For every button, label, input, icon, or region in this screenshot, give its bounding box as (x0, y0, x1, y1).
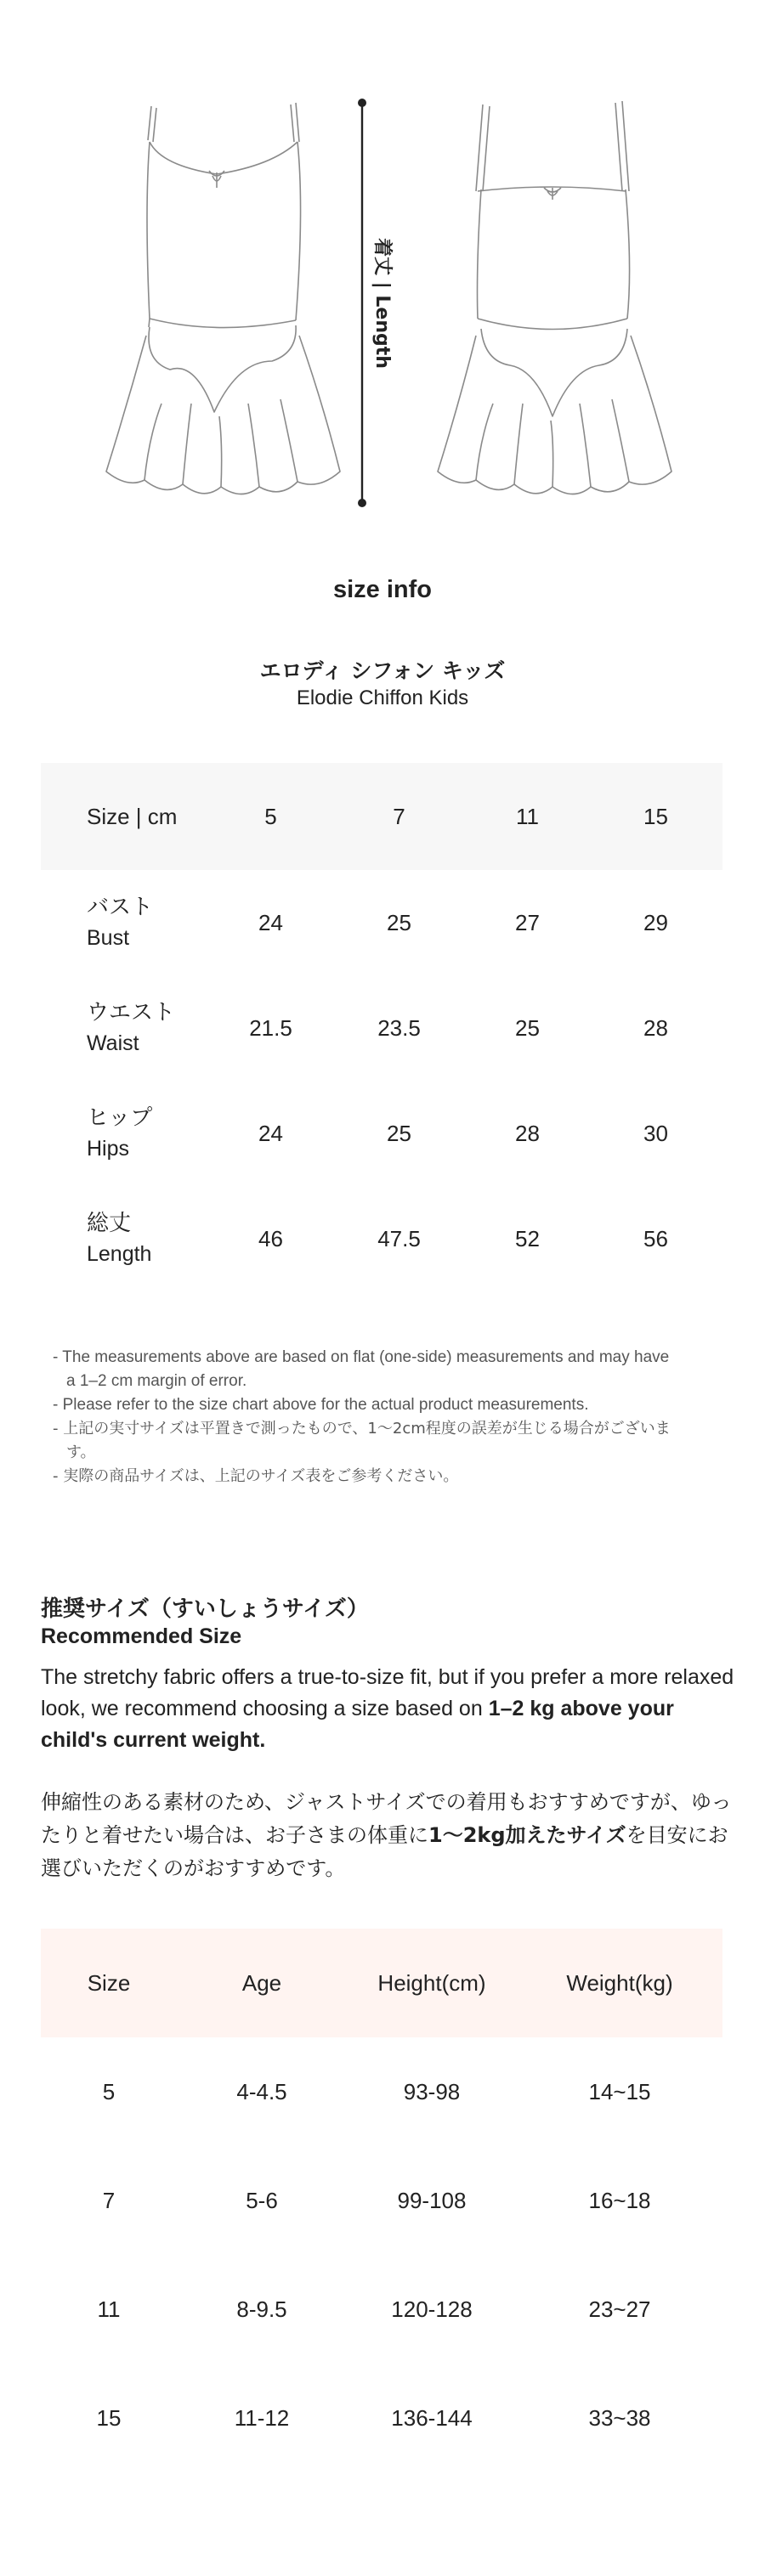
row-label-ja: ヒップ (87, 1105, 153, 1131)
recommended-body-ja (41, 1786, 738, 1885)
table-cell: 33~38 (588, 2404, 651, 2431)
recommended-body-en (41, 1662, 738, 1756)
table-cell: 14~15 (588, 2078, 651, 2104)
table-cell: 27 (515, 909, 540, 935)
table-cell: 24 (258, 1120, 283, 1146)
age-header-cell: Height(cm) (377, 1969, 486, 1996)
row-label-en: Waist (87, 1031, 139, 1055)
recommended-body-en-emphasis: 1–2 kg above your child's current weight. (41, 1697, 674, 1752)
table-cell: 23~27 (588, 2296, 651, 2322)
table-cell: 8-9.5 (236, 2296, 287, 2322)
table-row (41, 2255, 722, 2364)
age-header-cell: Size (87, 1969, 131, 1996)
table-cell: 5 (102, 2078, 116, 2104)
row-label-en: Bust (87, 926, 130, 950)
recommended-body-en-text: The stretchy fabric offers a true-to-size fit, but if you prefer a more relaxed look, we recommend choosing a size based on (41, 1665, 734, 1720)
note-item: - Please refer to the size chart above for the actual product measurements. (53, 1393, 682, 1417)
row-label-ja: ウエスト (87, 1000, 176, 1025)
recommended-title-en: Recommended Size (41, 1624, 242, 1648)
measurement-notes (53, 1346, 682, 1489)
size-header-cell: 5 (264, 803, 277, 829)
table-cell: 52 (515, 1225, 540, 1251)
table-cell: 46 (258, 1225, 283, 1251)
table-cell: 28 (515, 1120, 540, 1146)
product-name-en: Elodie Chiffon Kids (296, 686, 469, 709)
size-table (41, 763, 722, 1291)
length-label: 着丈 | Length (371, 238, 393, 369)
table-cell: 136-144 (391, 2404, 473, 2431)
row-label (41, 997, 207, 1059)
table-cell: 99-108 (397, 2187, 467, 2213)
table-row (41, 2037, 722, 2146)
row-label (41, 1103, 207, 1164)
table-row (41, 870, 722, 975)
table-row (41, 2146, 722, 2255)
table-cell: 11 (97, 2296, 121, 2322)
table-row (41, 1186, 722, 1291)
table-cell: 25 (515, 1014, 540, 1041)
age-header-cell: Weight(kg) (566, 1969, 673, 1996)
table-cell: 4-4.5 (236, 2078, 287, 2104)
size-header-cell: 11 (516, 803, 539, 829)
table-cell: 25 (387, 1120, 411, 1146)
row-label (41, 892, 207, 953)
note-item: - The measurements above are based on flat (one-side) measurements and may have a 1–2 cm margin of error. (53, 1346, 682, 1393)
table-cell: 47.5 (377, 1225, 421, 1251)
size-header-label: Size | cm (87, 804, 178, 829)
table-cell: 15 (96, 2404, 122, 2431)
table-cell: 30 (643, 1120, 668, 1146)
table-cell: 28 (643, 1014, 668, 1041)
size-header-cell: 15 (643, 803, 668, 829)
row-label-en: Hips (87, 1137, 130, 1161)
table-cell: 21.5 (249, 1014, 292, 1041)
table-cell: 23.5 (377, 1014, 421, 1041)
recommended-body-ja-emphasis: 1〜2kg加えたサイズ (428, 1823, 626, 1847)
table-row (41, 2364, 722, 2472)
garment-drawing (0, 81, 765, 523)
table-cell: 11-12 (234, 2404, 290, 2431)
product-name-ja: エロディ シフォン キッズ (259, 658, 506, 683)
note-item: - 上記の実寸サイズは平置きで測ったもので、1〜2cm程度の誤差が生じる場合がございます。 (53, 1417, 682, 1465)
section-title: size info (332, 576, 432, 603)
table-row (41, 1081, 722, 1186)
table-cell: 120-128 (391, 2296, 473, 2322)
age-header-cell: Age (241, 1969, 282, 1996)
table-cell: 29 (643, 909, 668, 935)
recommended-title-ja: 推奨サイズ（すいしょうサイズ） (41, 1596, 369, 1622)
row-label (41, 1208, 207, 1269)
length-indicator (358, 99, 394, 507)
table-cell: 93-98 (403, 2078, 461, 2104)
recommended-body-ja-text-end: を目安にお選びいただくのがおすすめです。 (41, 1823, 728, 1880)
age-size-table (41, 1929, 722, 2472)
note-item: - 実際の商品サイズは、上記のサイズ表をご参考ください。 (53, 1465, 682, 1489)
table-cell: 5-6 (246, 2187, 278, 2213)
table-cell: 25 (387, 909, 411, 935)
garment-illustration (0, 81, 765, 523)
recommended-body-ja-text: 伸縮性のある素材のため、ジャストサイズでの着用もおすすめですが、ゆったりと着せたい場合は、お子さまの体重に (41, 1790, 732, 1847)
table-cell: 16~18 (588, 2187, 651, 2213)
table-row (41, 975, 722, 1081)
back-view (438, 101, 672, 494)
table-cell: 7 (102, 2187, 116, 2213)
front-view (106, 103, 340, 494)
size-table-header (41, 763, 722, 870)
size-header-cell: 7 (393, 803, 405, 829)
row-label-en: Length (87, 1242, 152, 1266)
row-label-ja: バスト (87, 895, 154, 920)
age-table-header (41, 1929, 722, 2037)
table-cell: 24 (258, 909, 283, 935)
table-cell: 56 (643, 1225, 668, 1251)
row-label-ja: 総丈 (87, 1211, 132, 1236)
